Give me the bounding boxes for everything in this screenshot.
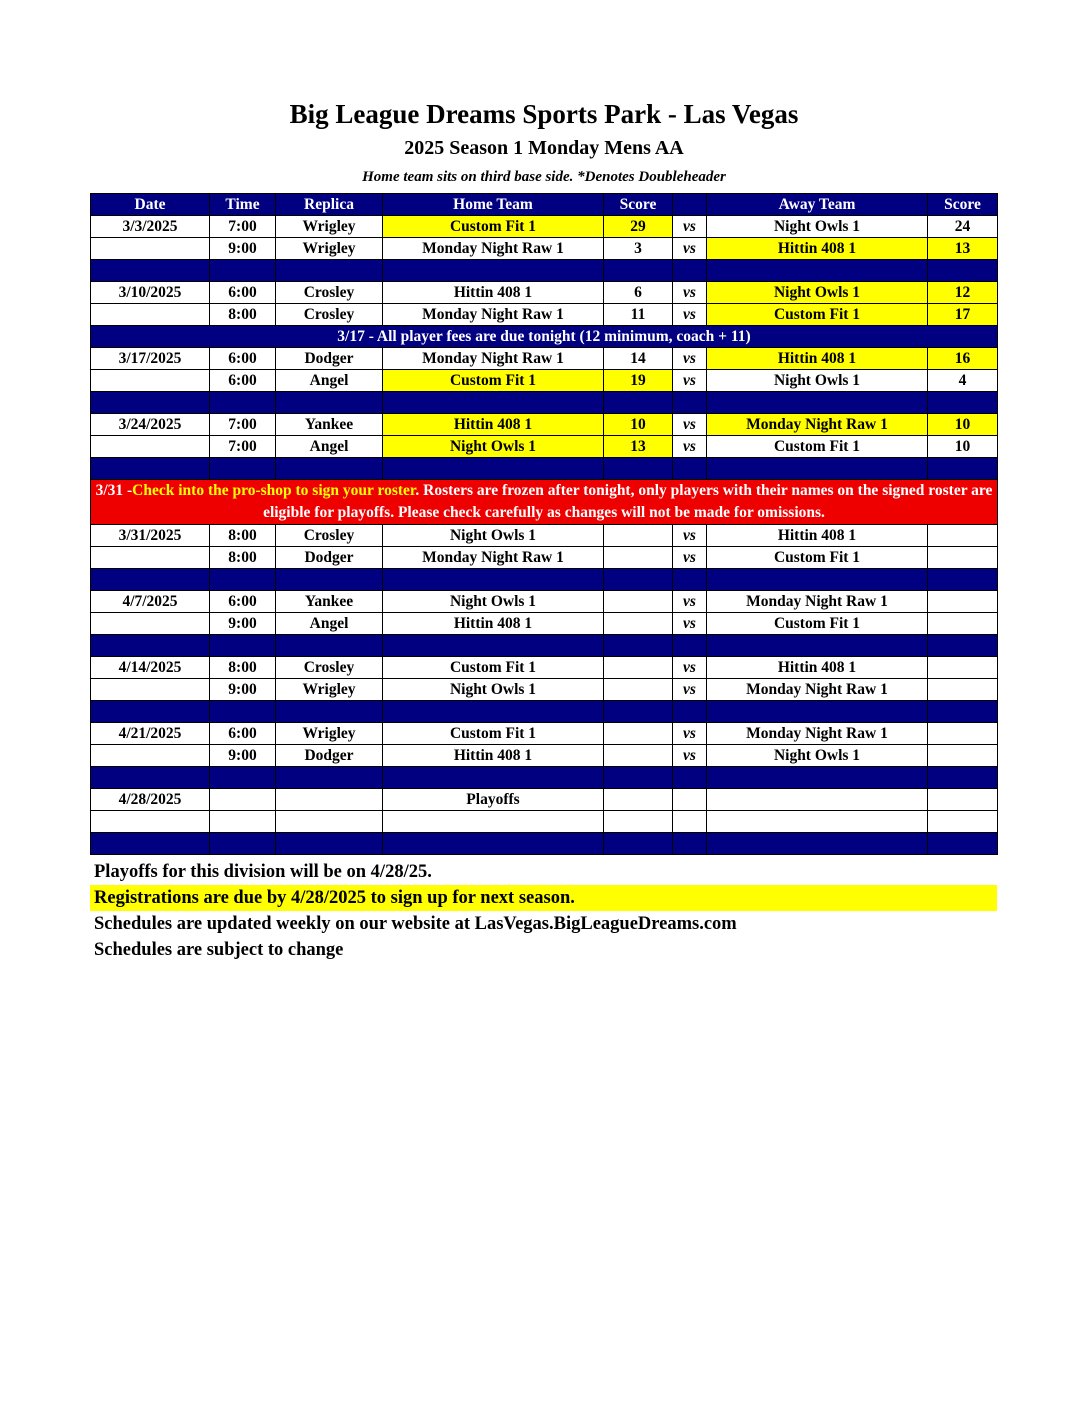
game-replica-field: Crosley (276, 657, 383, 679)
away-team: Monday Night Raw 1 (707, 723, 928, 745)
vs-label: vs (673, 525, 707, 547)
vs-label: vs (673, 370, 707, 392)
away-team: Monday Night Raw 1 (707, 414, 928, 436)
game-row (91, 789, 998, 811)
away-team: Monday Night Raw 1 (707, 591, 928, 613)
spacer-cell (383, 635, 604, 657)
game-row (91, 525, 998, 547)
spacer-cell (91, 833, 210, 855)
away-score (928, 811, 998, 833)
home-team: Night Owls 1 (383, 591, 604, 613)
spacer-cell (604, 833, 673, 855)
spacer-cell (928, 260, 998, 282)
game-date: 4/7/2025 (91, 591, 210, 613)
vs-label (673, 789, 707, 811)
game-date: 3/31/2025 (91, 525, 210, 547)
spacer-cell (383, 833, 604, 855)
roster-notice-prefix: 3/31 - (95, 482, 133, 499)
game-date: 3/24/2025 (91, 414, 210, 436)
table-header-row (91, 194, 998, 216)
schedule-body (91, 216, 998, 855)
game-date (91, 547, 210, 569)
home-team: Monday Night Raw 1 (383, 238, 604, 260)
spacer-cell (707, 701, 928, 723)
spacer-cell (604, 260, 673, 282)
game-replica-field: Wrigley (276, 216, 383, 238)
away-team: Custom Fit 1 (707, 613, 928, 635)
home-score (604, 789, 673, 811)
away-team: Hittin 408 1 (707, 657, 928, 679)
away-score (928, 679, 998, 701)
home-team: Hittin 408 1 (383, 282, 604, 304)
col-header-vs (673, 194, 707, 216)
spacer-cell (604, 767, 673, 789)
spacer-cell (673, 392, 707, 414)
game-replica-field (276, 789, 383, 811)
game-time: 7:00 (210, 414, 276, 436)
game-time: 6:00 (210, 348, 276, 370)
game-row (91, 591, 998, 613)
home-score (604, 525, 673, 547)
game-row (91, 216, 998, 238)
spacer-cell (928, 392, 998, 414)
schedule-note: Home team sits on third base side. *Denotes Doubleheader (362, 169, 726, 185)
spacer-cell (91, 635, 210, 657)
game-replica-field: Angel (276, 613, 383, 635)
away-score: 10 (928, 436, 998, 458)
game-replica-field: Dodger (276, 348, 383, 370)
fee-notice-row (91, 326, 998, 348)
game-replica-field: Wrigley (276, 238, 383, 260)
spacer-row (91, 458, 998, 480)
away-score (928, 591, 998, 613)
spacer-cell (91, 767, 210, 789)
spacer-cell (276, 569, 383, 591)
col-header-time: Time (210, 194, 276, 216)
game-row (91, 811, 998, 833)
game-row (91, 613, 998, 635)
spacer-row (91, 701, 998, 723)
away-team: Hittin 408 1 (707, 525, 928, 547)
col-header-date: Date (91, 194, 210, 216)
spacer-cell (276, 458, 383, 480)
spacer-cell (928, 833, 998, 855)
away-score: 17 (928, 304, 998, 326)
away-team: Custom Fit 1 (707, 304, 928, 326)
game-replica-field: Wrigley (276, 723, 383, 745)
spacer-cell (210, 833, 276, 855)
away-score (928, 525, 998, 547)
away-score: 16 (928, 348, 998, 370)
home-score (604, 723, 673, 745)
page-subtitle: 2025 Season 1 Monday Mens AA (404, 137, 684, 159)
game-date: 4/28/2025 (91, 789, 210, 811)
home-team: Night Owls 1 (383, 436, 604, 458)
game-row (91, 436, 998, 458)
away-team: Night Owls 1 (707, 282, 928, 304)
home-team: Custom Fit 1 (383, 370, 604, 392)
spacer-cell (210, 569, 276, 591)
spacer-cell (276, 701, 383, 723)
spacer-cell (707, 392, 928, 414)
home-score (604, 657, 673, 679)
spacer-cell (928, 635, 998, 657)
col-header-away-score: Score (928, 194, 998, 216)
away-team: Custom Fit 1 (707, 436, 928, 458)
spacer-cell (673, 701, 707, 723)
spacer-cell (383, 569, 604, 591)
game-time: 6:00 (210, 282, 276, 304)
game-time: 8:00 (210, 547, 276, 569)
spacer-cell (673, 458, 707, 480)
spacer-cell (91, 260, 210, 282)
home-score (604, 679, 673, 701)
game-date (91, 304, 210, 326)
away-score (928, 547, 998, 569)
spacer-cell (210, 635, 276, 657)
away-team: Custom Fit 1 (707, 547, 928, 569)
game-time (210, 789, 276, 811)
spacer-cell (604, 569, 673, 591)
away-score (928, 745, 998, 767)
game-time: 9:00 (210, 745, 276, 767)
home-team: Monday Night Raw 1 (383, 348, 604, 370)
vs-label: vs (673, 304, 707, 326)
game-date (91, 436, 210, 458)
home-score (604, 591, 673, 613)
home-team: Monday Night Raw 1 (383, 547, 604, 569)
footer-registration-note: Registrations are due by 4/28/2025 to sign up for next season. (90, 885, 997, 911)
game-replica-field: Yankee (276, 591, 383, 613)
away-team: Night Owls 1 (707, 216, 928, 238)
game-date (91, 613, 210, 635)
roster-notice-text: . Rosters are frozen after tonight, only players with their names on the signed roster are eligible for playoffs. Please check carefully as changes will not be made for omissions. (263, 482, 993, 521)
home-score (604, 547, 673, 569)
home-team: Night Owls 1 (383, 525, 604, 547)
spacer-row (91, 392, 998, 414)
spacer-cell (383, 458, 604, 480)
home-team: Hittin 408 1 (383, 745, 604, 767)
col-header-away-team: Away Team (707, 194, 928, 216)
game-time: 7:00 (210, 216, 276, 238)
game-row (91, 723, 998, 745)
vs-label: vs (673, 414, 707, 436)
game-date: 3/17/2025 (91, 348, 210, 370)
game-row (91, 282, 998, 304)
game-row (91, 657, 998, 679)
home-team: Custom Fit 1 (383, 216, 604, 238)
spacer-cell (276, 635, 383, 657)
away-team: Monday Night Raw 1 (707, 679, 928, 701)
spacer-row (91, 635, 998, 657)
spacer-row (91, 569, 998, 591)
game-time: 9:00 (210, 238, 276, 260)
spacer-cell (210, 260, 276, 282)
away-team: Night Owls 1 (707, 745, 928, 767)
away-score: 13 (928, 238, 998, 260)
away-score: 4 (928, 370, 998, 392)
footer-change-note: Schedules are subject to change (94, 940, 344, 960)
spacer-row (91, 260, 998, 282)
home-score: 10 (604, 414, 673, 436)
game-time: 6:00 (210, 370, 276, 392)
home-score: 6 (604, 282, 673, 304)
game-date (91, 679, 210, 701)
game-date: 4/21/2025 (91, 723, 210, 745)
spacer-cell (707, 635, 928, 657)
game-date: 3/10/2025 (91, 282, 210, 304)
spacer-cell (673, 569, 707, 591)
home-score (604, 613, 673, 635)
game-replica-field: Wrigley (276, 679, 383, 701)
game-row (91, 679, 998, 701)
away-team: Hittin 408 1 (707, 238, 928, 260)
game-row (91, 238, 998, 260)
home-score: 11 (604, 304, 673, 326)
game-time (210, 811, 276, 833)
footer-website-note: Schedules are updated weekly on our website at LasVegas.BigLeagueDreams.com (94, 914, 737, 934)
col-header-home-team: Home Team (383, 194, 604, 216)
spacer-cell (707, 569, 928, 591)
game-time: 6:00 (210, 591, 276, 613)
game-row (91, 547, 998, 569)
vs-label (673, 811, 707, 833)
home-team: Playoffs (383, 789, 604, 811)
spacer-cell (604, 701, 673, 723)
spacer-cell (210, 767, 276, 789)
spacer-cell (604, 392, 673, 414)
footer-playoffs-note: Playoffs for this division will be on 4/28/25. (94, 862, 432, 882)
roster-notice-row (91, 480, 998, 525)
spacer-cell (276, 260, 383, 282)
away-score (928, 789, 998, 811)
game-replica-field: Dodger (276, 547, 383, 569)
spacer-cell (604, 635, 673, 657)
game-date (91, 370, 210, 392)
game-time: 8:00 (210, 304, 276, 326)
spacer-cell (928, 767, 998, 789)
spacer-cell (91, 569, 210, 591)
spacer-cell (673, 767, 707, 789)
game-replica-field: Angel (276, 436, 383, 458)
away-score: 10 (928, 414, 998, 436)
vs-label: vs (673, 436, 707, 458)
home-score (604, 811, 673, 833)
away-score: 12 (928, 282, 998, 304)
game-replica-field: Crosley (276, 304, 383, 326)
vs-label: vs (673, 547, 707, 569)
spacer-cell (276, 833, 383, 855)
home-score (604, 745, 673, 767)
vs-label: vs (673, 723, 707, 745)
spacer-row (91, 767, 998, 789)
game-date (91, 238, 210, 260)
game-row (91, 348, 998, 370)
home-team: Hittin 408 1 (383, 613, 604, 635)
col-header-home-score: Score (604, 194, 673, 216)
home-score: 19 (604, 370, 673, 392)
game-row (91, 304, 998, 326)
vs-label: vs (673, 613, 707, 635)
away-team (707, 789, 928, 811)
game-replica-field: Crosley (276, 282, 383, 304)
spacer-cell (91, 701, 210, 723)
away-score (928, 723, 998, 745)
away-score: 24 (928, 216, 998, 238)
away-team: Hittin 408 1 (707, 348, 928, 370)
spacer-cell (604, 458, 673, 480)
spacer-cell (707, 833, 928, 855)
away-score (928, 613, 998, 635)
vs-label: vs (673, 745, 707, 767)
spacer-cell (383, 260, 604, 282)
spacer-cell (928, 458, 998, 480)
game-replica-field (276, 811, 383, 833)
home-score: 13 (604, 436, 673, 458)
spacer-cell (383, 701, 604, 723)
game-replica-field: Angel (276, 370, 383, 392)
spacer-cell (210, 392, 276, 414)
vs-label: vs (673, 238, 707, 260)
home-score: 14 (604, 348, 673, 370)
spacer-cell (91, 392, 210, 414)
roster-notice-highlight: Check into the pro-shop to sign your roster (132, 482, 416, 499)
home-team: Monday Night Raw 1 (383, 304, 604, 326)
home-score: 29 (604, 216, 673, 238)
game-date (91, 811, 210, 833)
game-time: 8:00 (210, 657, 276, 679)
spacer-cell (707, 767, 928, 789)
spacer-cell (210, 701, 276, 723)
home-team: Night Owls 1 (383, 679, 604, 701)
vs-label: vs (673, 679, 707, 701)
vs-label: vs (673, 216, 707, 238)
game-replica-field: Yankee (276, 414, 383, 436)
game-row (91, 414, 998, 436)
game-replica-field: Crosley (276, 525, 383, 547)
spacer-cell (707, 260, 928, 282)
game-date: 3/3/2025 (91, 216, 210, 238)
roster-notice (91, 480, 998, 525)
home-score: 3 (604, 238, 673, 260)
spacer-cell (276, 767, 383, 789)
game-time: 8:00 (210, 525, 276, 547)
home-team: Hittin 408 1 (383, 414, 604, 436)
spacer-cell (928, 569, 998, 591)
spacer-cell (91, 458, 210, 480)
spacer-cell (928, 701, 998, 723)
game-date: 4/14/2025 (91, 657, 210, 679)
spacer-cell (383, 392, 604, 414)
spacer-cell (210, 458, 276, 480)
vs-label: vs (673, 591, 707, 613)
home-team (383, 811, 604, 833)
schedule-table (90, 193, 998, 855)
game-time: 9:00 (210, 679, 276, 701)
game-row (91, 745, 998, 767)
col-header-replica: Replica (276, 194, 383, 216)
spacer-row (91, 833, 998, 855)
away-score (928, 657, 998, 679)
game-replica-field: Dodger (276, 745, 383, 767)
vs-label: vs (673, 282, 707, 304)
home-team: Custom Fit 1 (383, 657, 604, 679)
game-time: 6:00 (210, 723, 276, 745)
vs-label: vs (673, 657, 707, 679)
home-team: Custom Fit 1 (383, 723, 604, 745)
spacer-cell (673, 635, 707, 657)
vs-label: vs (673, 348, 707, 370)
game-time: 7:00 (210, 436, 276, 458)
page-title: Big League Dreams Sports Park - Las Vegas (289, 99, 799, 129)
away-team (707, 811, 928, 833)
spacer-cell (673, 833, 707, 855)
spacer-cell (707, 458, 928, 480)
spacer-cell (276, 392, 383, 414)
spacer-cell (383, 767, 604, 789)
fee-notice-text: 3/17 - All player fees are due tonight (12 minimum, coach + 11) (91, 326, 998, 348)
spacer-cell (673, 260, 707, 282)
game-time: 9:00 (210, 613, 276, 635)
game-date (91, 745, 210, 767)
game-row (91, 370, 998, 392)
away-team: Night Owls 1 (707, 370, 928, 392)
